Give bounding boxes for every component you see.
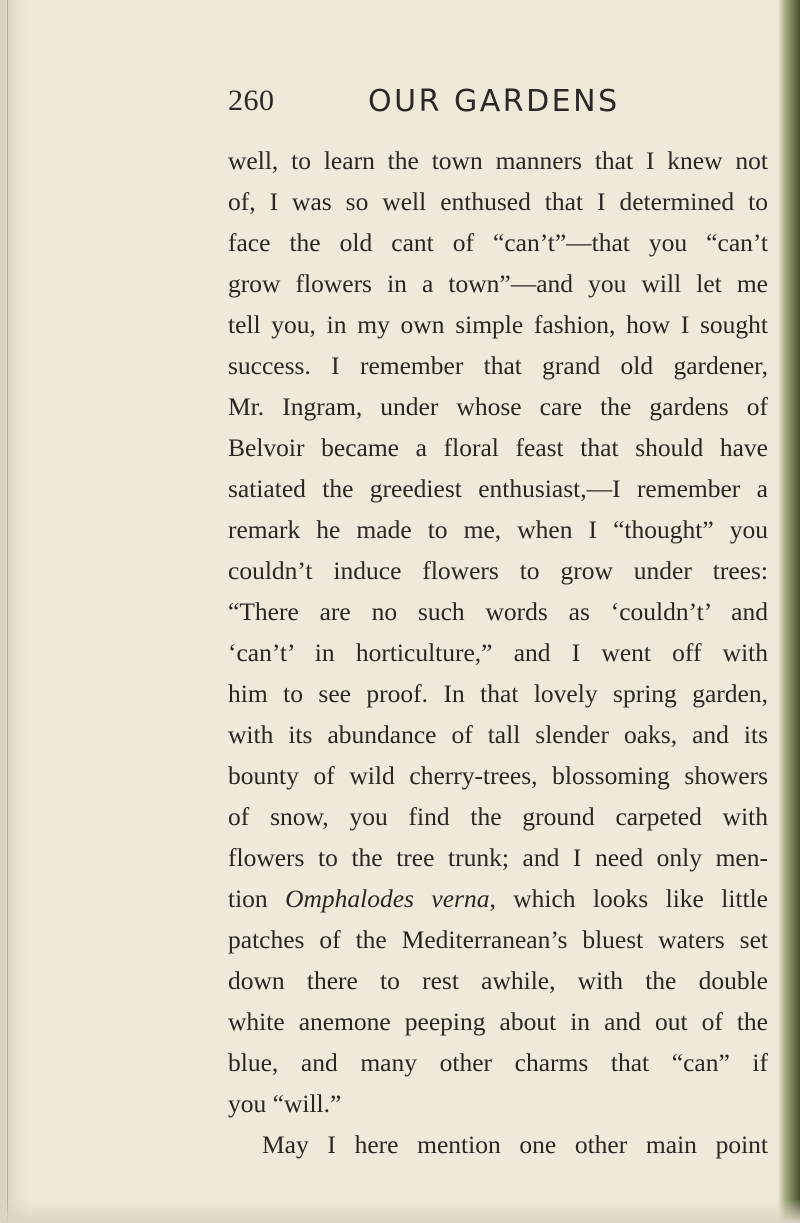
text-line: success. I remember that grand old gardener, <box>228 351 768 380</box>
text-line: remark he made to me, when I “thought” you <box>228 515 768 544</box>
text-line: of snow, you find the ground carpeted with <box>228 802 768 831</box>
text-line: couldn’t induce flowers to grow under trees: <box>228 556 768 585</box>
text-line: blue, and many other charms that “can” if <box>228 1048 768 1077</box>
text-line: tell you, in my own simple fashion, how I sought <box>228 310 768 339</box>
text-line: him to see proof. In that lovely spring garden, <box>228 679 768 708</box>
running-head <box>228 84 768 124</box>
page-edge-right <box>778 0 800 1223</box>
text-line: “There are no such words as ‘couldn’t’ and <box>228 597 768 626</box>
text-line: well, to learn the town manners that I knew not <box>228 146 768 175</box>
text-line: grow flowers in a town”—and you will let me <box>228 269 768 298</box>
text-line-with-italic <box>228 878 768 919</box>
text-line: patches of the Mediterranean’s bluest waters set <box>228 925 768 954</box>
text-line: satiated the greediest enthusiast,—I remember a <box>228 474 768 503</box>
page-edge-bottom <box>0 1199 800 1223</box>
page-number: 260 <box>228 84 275 117</box>
text-line: white anemone peeping about in and out of the <box>228 1007 768 1036</box>
page-gutter-left <box>0 0 30 1223</box>
text-line: Belvoir became a floral feast that should have <box>228 433 768 462</box>
text-run: tion <box>228 884 286 913</box>
italic-plant-name: Omphalodes verna <box>285 884 490 913</box>
text-line: face the old cant of “can’t”—that you “can’t <box>228 228 768 257</box>
text-line: with its abundance of tall slender oaks, and its <box>228 720 768 749</box>
text-line-paragraph-end: you “will.” <box>228 1089 342 1118</box>
text-run: , which looks like little <box>489 884 768 913</box>
text-line-paragraph-start: May I here mention one other main point <box>262 1130 768 1159</box>
text-line: ‘can’t’ in horticulture,” and I went off with <box>228 638 768 667</box>
text-line: bounty of wild cherry-trees, blossoming showers <box>228 761 768 790</box>
text-line: down there to rest awhile, with the double <box>228 966 768 995</box>
body-text <box>228 140 768 1165</box>
text-line: Mr. Ingram, under whose care the gardens of <box>228 392 768 421</box>
text-line: flowers to the tree trunk; and I need only men- <box>228 843 768 872</box>
text-line: of, I was so well enthused that I determined to <box>228 187 768 216</box>
running-title: OUR GARDENS <box>368 84 620 119</box>
